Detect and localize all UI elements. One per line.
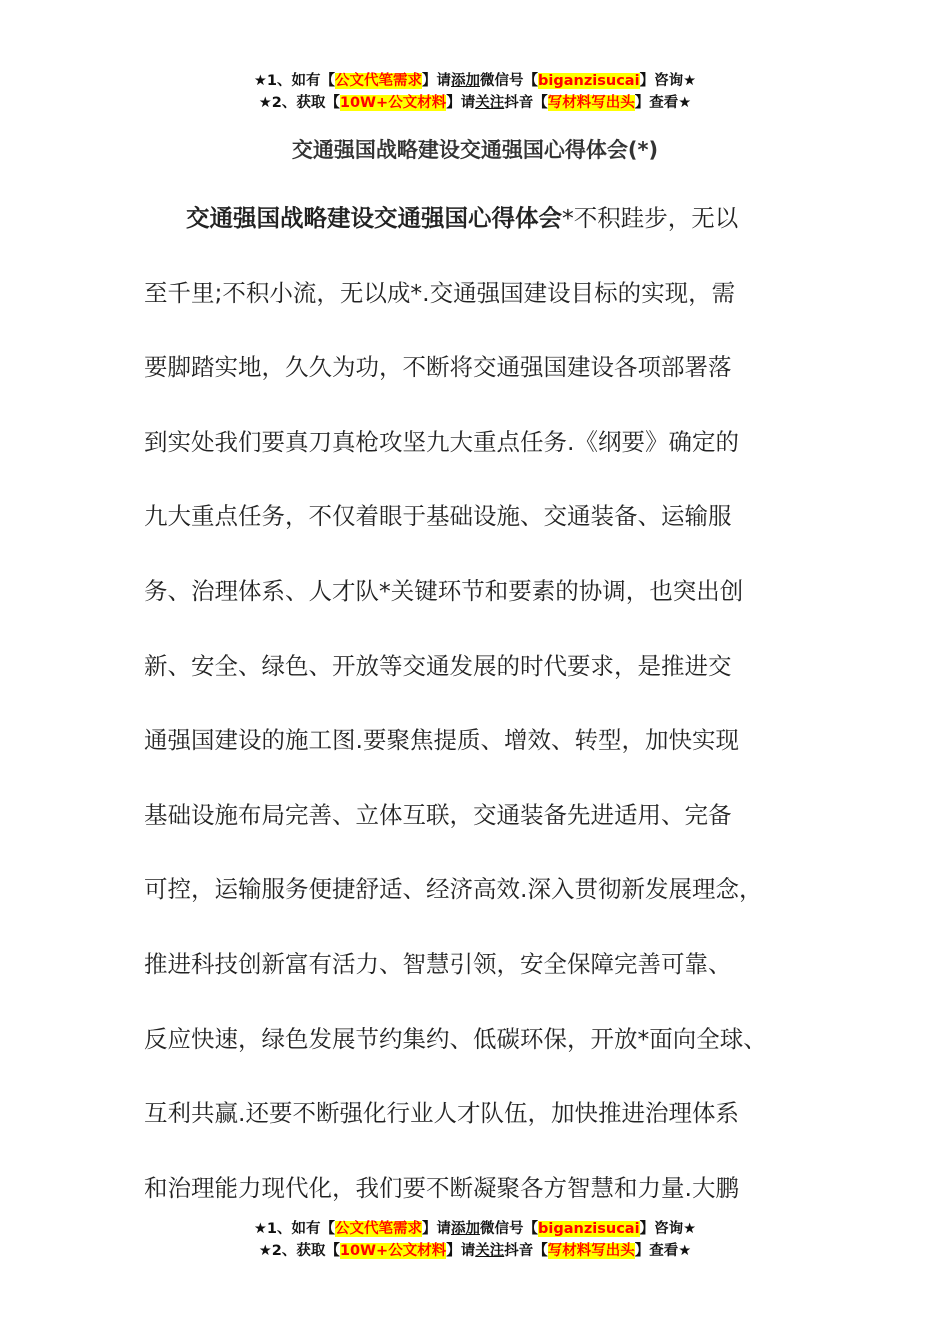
body-line: 互利共赢.还要不断强化行业人才队伍，加快推进治理体系 [144, 1099, 739, 1128]
promo-highlight: 写材料写出头 [547, 1243, 635, 1259]
promo-text: 】咨询★ [639, 1221, 697, 1237]
promo-text: 】查看★ [634, 95, 692, 111]
body-line: 推进科技创新富有活力、智慧引领，安全保障完善可靠、 [144, 949, 732, 978]
promo-highlight: 写材料写出头 [547, 95, 635, 111]
promo-text: 微信号【 [480, 73, 539, 89]
body-line: 务、治理体系、人才队*关键环节和要素的协调，也突出创 [144, 576, 744, 605]
promo-underlined: 添加 [451, 1221, 481, 1237]
body-line [144, 198, 824, 273]
promo-underlined: 关注 [475, 1243, 505, 1259]
promo-text: 】请 [446, 1243, 476, 1259]
body-line: 可控，运输服务便捷舒适、经济高效.深入贯彻新发展理念， [144, 875, 763, 904]
promo-text: 】请 [422, 1221, 452, 1237]
body-line: 反应快速，绿色发展节约集约、低碳环保，开放*面向全球、 [144, 1024, 767, 1053]
promo-text: 抖音【 [504, 1243, 548, 1259]
body-line: 到实处我们要真刀真枪攻坚九大重点任务.《纲要》确定的 [144, 427, 739, 456]
promo-text: 】查看★ [634, 1243, 692, 1259]
promo-highlight: 10W+公文材料 [339, 1243, 447, 1259]
promo-underlined: 关注 [475, 95, 505, 111]
lead-phrase: 交通强国战略建设交通强国心得体会 [186, 204, 562, 232]
document-body [144, 198, 824, 1242]
promo-highlight: biganzisucai [538, 73, 640, 89]
body-line-text: *不积跬步，无以 [562, 204, 739, 232]
promo-text: ★1、如有【 [253, 73, 336, 89]
promo-highlight: 公文代笔需求 [335, 73, 423, 89]
promo-text: ★2、获取【 [258, 95, 340, 111]
promo-text: 】咨询★ [639, 73, 697, 89]
promo-header [0, 70, 950, 114]
promo-text: 】请 [422, 73, 452, 89]
promo-text: 】请 [446, 95, 476, 111]
promo-highlight: 公文代笔需求 [335, 1221, 423, 1237]
body-line: 和治理能力现代化，我们要不断凝聚各方智慧和力量.大鹏 [144, 1173, 739, 1202]
promo-line-1 [0, 1218, 950, 1240]
promo-footer [0, 1218, 950, 1262]
promo-text: 抖音【 [504, 95, 548, 111]
promo-text: 微信号【 [480, 1221, 539, 1237]
body-line: 新、安全、绿色、开放等交通发展的时代要求，是推进交 [144, 651, 732, 680]
body-line: 至千里;不积小流，无以成*.交通强国建设目标的实现，需 [144, 278, 736, 307]
body-line: 九大重点任务，不仅着眼于基础设施、交通装备、运输服 [144, 502, 732, 531]
document-title: 交通强国战略建设交通强国心得体会(*) [291, 138, 659, 162]
promo-line-2 [0, 92, 950, 114]
body-line: 通强国建设的施工图.要聚焦提质、增效、转型，加快实现 [144, 726, 739, 755]
body-line: 基础设施布局完善、立体互联，交通装备先进适用、完备 [144, 800, 732, 829]
promo-line-1 [0, 70, 950, 92]
promo-highlight: 10W+公文材料 [339, 95, 447, 111]
promo-highlight: biganzisucai [538, 1221, 640, 1237]
body-line: 要脚踏实地，久久为功，不断将交通强国建设各项部署落 [144, 353, 732, 382]
promo-underlined: 添加 [451, 73, 481, 89]
promo-text: ★1、如有【 [253, 1221, 336, 1237]
promo-text: ★2、获取【 [258, 1243, 340, 1259]
promo-line-2 [0, 1240, 950, 1262]
